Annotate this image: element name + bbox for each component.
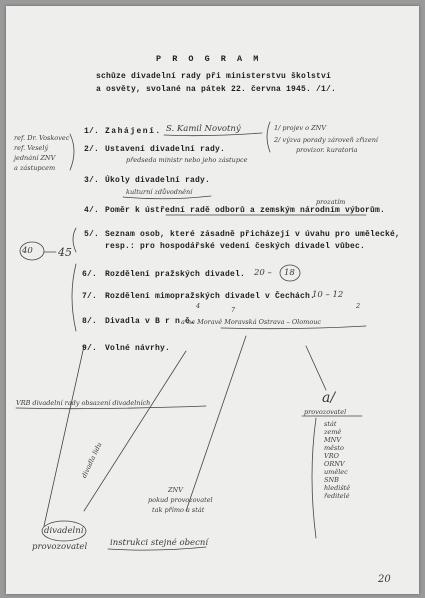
right-list-item: MNV [324, 436, 342, 444]
handwritten-lower-left-c: provozovatel [32, 542, 88, 552]
right-list-item: umělec [324, 468, 348, 476]
item-4-text: Poměr k ústřední radě odborů a zemským národním výborům. [105, 206, 386, 215]
right-list-item: ředitelé [324, 492, 350, 500]
item-2-text: Ustavení divadelní rady. [105, 145, 226, 154]
right-list-item: město [324, 444, 344, 452]
handwritten-item2-note: předseda ministr nebo jeho zástupce [126, 156, 248, 164]
item-7-number: 7/. [82, 292, 98, 301]
bracket-left-notes [70, 134, 74, 170]
handwritten-lower-left: VRB divadelní rady obsazení divadelních [16, 399, 151, 407]
right-list-item: ORNV [324, 460, 345, 468]
handwritten-item8-num-2: 7 [231, 306, 236, 314]
handwritten-left-note-1: ref. Dr. Voskovec [14, 134, 70, 142]
item-3-text: Úkoly divadelní rady. [105, 176, 211, 185]
page-number: 20 [378, 574, 391, 585]
handwritten-item8-num-3: 2 [356, 302, 361, 310]
handwritten-item1-right: 1/ projev o ZNV [274, 124, 327, 132]
handwritten-item5-number: 45 [58, 246, 72, 259]
right-list-item: hlediště [324, 484, 351, 492]
handwritten-lower-left-a: divadla lidu [80, 441, 104, 480]
handwritten-item6-range: 20 – [254, 268, 272, 278]
item-7-text: Rozdělení mimopražských divadel v Čechách. [105, 292, 316, 301]
item-1-text: Zahájení. [105, 127, 162, 136]
item-8-text: Divadla v B r n ě. [105, 317, 196, 326]
diagonal-line-1 [44, 346, 84, 526]
right-list-item: země [324, 428, 342, 436]
handwritten-right-head-2: provozovatel [304, 408, 347, 416]
item-5-text-line-2: resp.: pro hospodářské vedení českých divadel vůbec. [105, 242, 366, 251]
bracket-item5 [73, 228, 76, 252]
right-list-item: VRO [324, 452, 339, 460]
handwritten-right-head: a/ [322, 390, 336, 406]
header-line-2: a osvěty, svolané na pátek 22. června 1945. /1/. [96, 85, 337, 94]
document-page [6, 6, 419, 594]
item-5-text-line-1: Seznam osob, které zásadně přicházejí v úvahu pro umělecké, [105, 230, 401, 239]
handwritten-lower-mid-4: instrukci stejné obecní [110, 538, 209, 548]
handwritten-item3-note: kulturní zdůvodnění [126, 188, 193, 196]
underline-item8 [221, 326, 366, 329]
handwritten-item1-name: S. Kamil Novotný [166, 124, 241, 134]
item-2-number: 2/. [84, 145, 100, 154]
item-9-number: 9/. [82, 344, 98, 353]
handwritten-lower-mid-1: ZNV [168, 486, 183, 494]
item-4-number: 4/. [84, 206, 100, 215]
handwritten-lower-left-b: divadelní [44, 526, 84, 536]
handwritten-item4-above: prozatím [316, 198, 346, 206]
header-line-1: schůze divadelní rady při ministerstvu školství [96, 72, 332, 81]
handwritten-item8-note: a na Moravě Moravská Ostrava – Olomouc [181, 318, 322, 326]
bracket-item1-right [267, 122, 270, 152]
handwritten-left-note-4: a zástupcem [14, 164, 56, 172]
handwritten-left-note-2: ref. Veselý [14, 144, 49, 152]
document-title: P R O G R A M [156, 54, 262, 64]
brace-right-list [312, 418, 316, 538]
handwritten-item5-circled-number: 40 [22, 246, 33, 256]
handwritten-left-note-3: jednání ZNV [14, 154, 56, 162]
handwritten-right-list [324, 420, 350, 500]
diagonal-line-4 [306, 346, 326, 390]
diagonal-line-3 [186, 336, 246, 511]
handwritten-item1-right-3: provizor. kuratoria [296, 146, 358, 154]
item-8-number: 8/. [82, 317, 98, 326]
handwritten-item6-circled: 18 [284, 268, 295, 278]
handwritten-item7-range: 10 – 12 [312, 290, 344, 300]
handwritten-item8-num-1: 4 [196, 302, 201, 310]
underline-item3 [123, 196, 211, 199]
item-6-number: 6/. [82, 270, 98, 279]
item-6-text: Rozdělení pražských divadel. [105, 270, 246, 279]
handwritten-item1-right-2: 2/ výzva porady zároveň zřizení [274, 136, 378, 144]
item-9-text: Volné návrhy. [105, 344, 171, 353]
item-1-number: 1/. [84, 127, 100, 136]
handwritten-lower-mid-2: pokud provozovatel [148, 496, 213, 504]
handwritten-lower-mid-3: tak přímo a stát [152, 506, 205, 514]
right-list-item: stát [324, 420, 337, 428]
bracket-items-6-8 [72, 264, 76, 331]
item-5-number: 5/. [84, 230, 100, 239]
item-3-number: 3/. [84, 176, 100, 185]
right-list-item: SNB [324, 476, 339, 484]
